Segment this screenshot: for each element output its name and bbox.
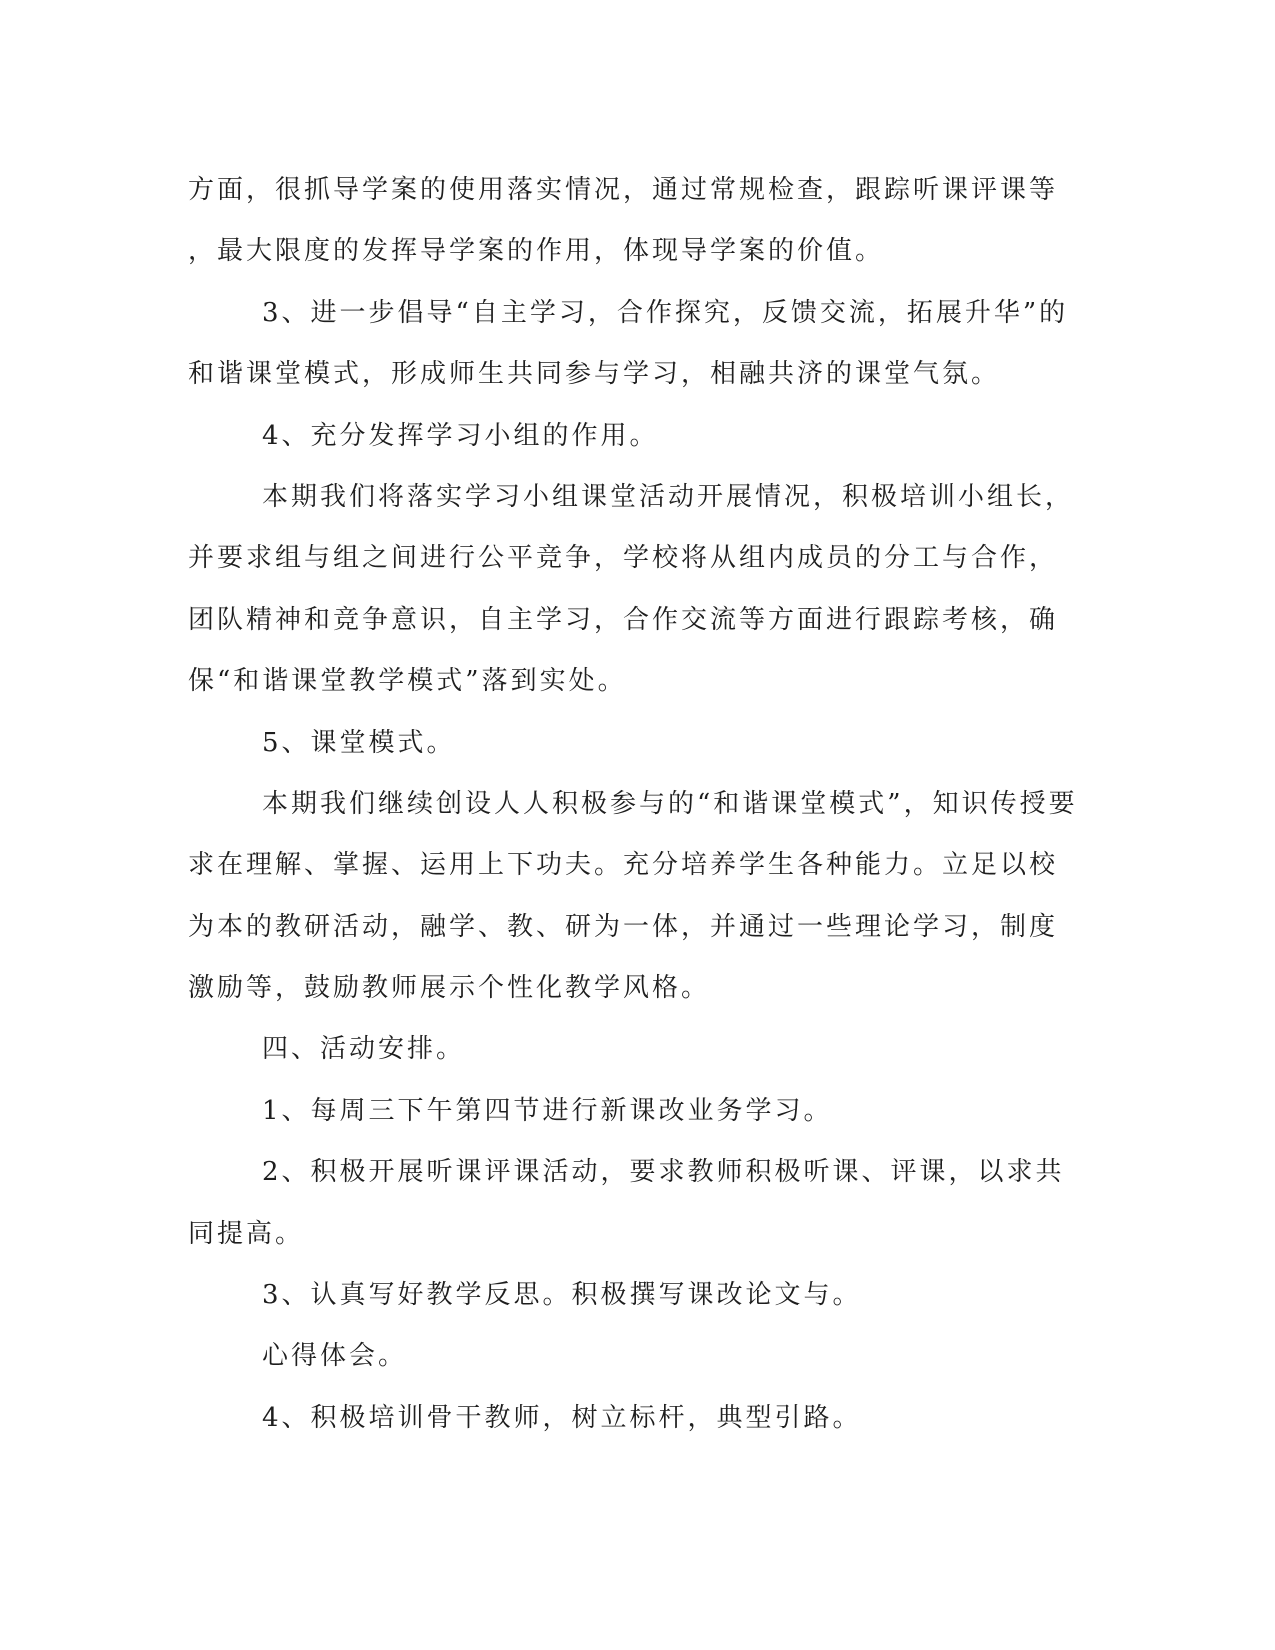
text-line: 和谐课堂模式，形成师生共同参与学习，相融共济的课堂气氛。 <box>188 359 1001 390</box>
text-line: 心得体会。 <box>262 1341 408 1372</box>
text-line: 四、活动安排。 <box>262 1034 466 1065</box>
text-line: 4、充分发挥学习小组的作用。 <box>262 420 659 451</box>
text-line: 5、课堂模式。 <box>262 727 456 758</box>
text-line: 同提高。 <box>188 1218 305 1249</box>
text-line: 团队精神和竞争意识，自主学习，合作交流等方面进行跟踪考核，确 <box>188 604 1059 635</box>
text-line: 4、积极培训骨干教师，树立标杆，典型引路。 <box>262 1402 862 1433</box>
text-line: 激励等，鼓励教师展示个性化教学风格。 <box>188 973 711 1004</box>
text-line: 并要求组与组之间进行公平竞争，学校将从组内成员的分工与合作， <box>188 543 1059 574</box>
document-body <box>188 160 1078 1449</box>
text-line: 本期我们将落实学习小组课堂活动开展情况，积极培训小组长， <box>262 481 1075 512</box>
text-line: 1、每周三下午第四节进行新课改业务学习。 <box>262 1095 833 1126</box>
text-line: 为本的教研活动，融学、教、研为一体，并通过一些理论学习，制度 <box>188 911 1059 942</box>
text-line: 求在理解、掌握、运用上下功夫。充分培养学生各种能力。立足以校 <box>188 850 1059 881</box>
text-line: 3、认真写好教学反思。积极撰写课改论文与。 <box>262 1280 862 1311</box>
text-line: 2、积极开展听课评课活动，要求教师积极听课、评课，以求共 <box>262 1157 1065 1188</box>
text-line: 3、进一步倡导“自主学习，合作探究，反馈交流，拓展升华”的 <box>262 297 1069 328</box>
text-line: 保“和谐课堂教学模式”落到实处。 <box>188 666 627 697</box>
text-line: 本期我们继续创设人人积极参与的“和谐课堂模式”，知识传授要 <box>262 788 1078 819</box>
text-line: 方面，很抓导学案的使用落实情况，通过常规检查，跟踪听课评课等 <box>188 175 1059 205</box>
text-line: ，最大限度的发挥导学案的作用，体现导学案的价值。 <box>188 236 885 267</box>
